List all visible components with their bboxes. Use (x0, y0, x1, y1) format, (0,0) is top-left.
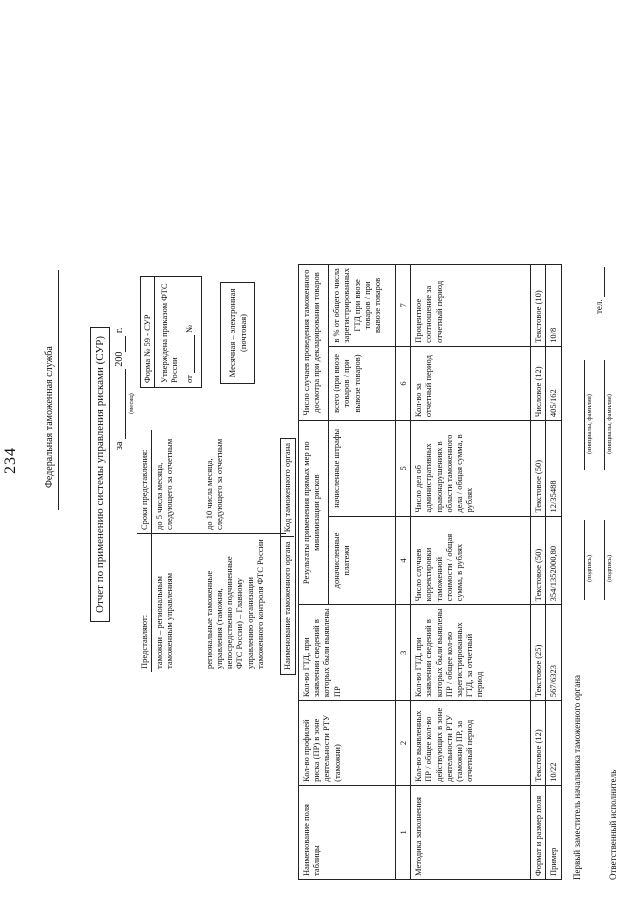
deputy-initials-caption: (инициалы, фамилия) (586, 394, 593, 454)
header-col4: доначисленные платежи (329, 516, 396, 605)
year-prefix: 200 (114, 351, 125, 367)
year-suffix: г. (114, 327, 125, 334)
month-caption: (месяц) (128, 393, 135, 414)
deputy-signature-line (584, 520, 585, 600)
header-group-inspections: Число случаев проведения таможенного досмотра при декларировании товаров (299, 265, 329, 421)
phone-field (594, 267, 605, 314)
form-approval (155, 277, 202, 387)
month-blank (114, 369, 126, 439)
table-cell: 354/1352000,80 (546, 516, 561, 605)
header-col3: Кол-во ГТД, при заявлении сведений в которых были выявлены ПР (299, 605, 396, 701)
customs-name-label: Наименование таможенного органа (281, 536, 294, 674)
form-box (140, 276, 202, 388)
customs-body-box (280, 438, 296, 675)
table-cell: Число дел об административных правонарушениях в области таможенного дела / общая сумма, в рублях (411, 421, 531, 516)
table-cell: Текстовое (10) (531, 265, 546, 347)
executor-initials-line (604, 360, 605, 470)
executor-initials-caption: (инициалы, фамилия) (606, 394, 613, 454)
table-cell: Число случаев корректировки таможенной стоимости / общая сумма, в рублях (411, 516, 531, 605)
table-cell: Кол-во выявленных ПР / общее кол-во действующих в зоне деятельности РТУ (таможни) ПР, за отчетный период (411, 701, 531, 786)
submitter-when-2: до 10 числа месяца, следующего за отчетным (202, 430, 286, 534)
frequency-box (220, 282, 255, 384)
table-row (531, 265, 546, 880)
deputy-signature-caption: (подпись) (586, 555, 593, 582)
column-number-row (396, 265, 411, 880)
table-cell: 567/6323 (546, 605, 561, 701)
table-cell: 10/8 (546, 265, 561, 347)
form-approved: Утверждена приказом ФТС России (158, 283, 179, 383)
column-number: 5 (396, 421, 411, 516)
form-date-blank (184, 335, 196, 373)
table-row (546, 265, 561, 880)
header-col6: всего (при ввозе товаров / при вывозе товаров) (329, 346, 396, 420)
submitter-when-1: до 5 числа месяца, следующего за отчетным (152, 430, 202, 534)
deputy-initials-line (584, 360, 585, 470)
for-label: за (114, 441, 125, 450)
table-cell: 405/162 (546, 346, 561, 420)
column-number: 4 (396, 516, 411, 605)
form-number: Форма № 59 - СУР (141, 277, 155, 387)
page-number: 234 (2, 447, 19, 474)
row-label: Пример (546, 785, 561, 879)
phone-blank (594, 267, 605, 297)
table-cell: Текстовое (50) (531, 516, 546, 605)
submitters-header-when: Сроки представления: (137, 430, 152, 534)
column-number: 3 (396, 605, 411, 701)
form-number-label: № (183, 324, 194, 333)
table-cell: Кол-во за отчетный период (411, 346, 531, 420)
table-cell: Числовое (12) (531, 346, 546, 420)
deputy-label: Первый заместитель начальника таможенного органа (572, 674, 582, 880)
report-title: Отчет по применению системы управления рисками (СУР) (90, 327, 110, 622)
table-cell: Кол-во ГТД, при заявлении сведений в которых были выявлены ПР / общее кол-во зарегистрированных ГТД, за отчетный период (411, 605, 531, 701)
table-cell: 10/22 (546, 701, 561, 786)
table-cell: Текстовое (50) (531, 421, 546, 516)
form-date-line (184, 281, 196, 383)
header-group-measures: Результаты применения прямых мер по минимизации рисков (299, 421, 329, 605)
customs-code-label: Код таможенного органа (282, 442, 292, 533)
column-number: 6 (396, 346, 411, 420)
executor-signature-caption: (подпись) (606, 555, 613, 582)
header-field: Наименование поля таблицы (299, 785, 396, 879)
column-number: 7 (396, 265, 411, 347)
table-cell: Текстовое (25) (531, 605, 546, 701)
header-col7: в % от общего числа зарегистрированных ГТД при ввозе товаров / при вывозе товаров (329, 265, 396, 347)
agency-name: Федеральная таможенная служба (44, 346, 55, 488)
submitters-table (137, 430, 286, 672)
header-col2: Кол-во профилей риска (ПР) в зоне деятельности РТУ (таможни) (299, 701, 396, 786)
submitter-who-1: таможни – региональным таможенным управлениям (154, 573, 175, 669)
row-label: Методика заполнения (411, 785, 531, 879)
table-cell: Процентное соотношение за отчетный период (411, 265, 531, 347)
row-label: Формат и размер поля (531, 785, 546, 879)
form-from-label: от (183, 375, 194, 383)
year-blank (114, 336, 126, 352)
executor-label: Ответственный исполнитель (608, 769, 618, 880)
executor-signature-line (604, 520, 605, 600)
submitter-who-2: региональные таможенные управления (таможни, непосредственно подчиненные ФТС России) – Главному управлению организации таможенного контроля ФТС России (203, 539, 265, 669)
column-number: 1 (396, 785, 411, 879)
table-row (411, 265, 531, 880)
frequency-text: Месячная – электронная (почтовая) (227, 288, 248, 378)
table-cell: Текстовое (12) (531, 701, 546, 786)
table-cell: 12/35488 (546, 421, 561, 516)
main-table (298, 264, 562, 880)
submitters-header-who: Представляют: (137, 534, 152, 673)
column-number: 2 (396, 701, 411, 786)
header-col5: начисленные штрафы (329, 421, 396, 516)
report-period (114, 328, 126, 450)
agency-underline (58, 270, 59, 510)
phone-label: тел. (594, 299, 604, 314)
